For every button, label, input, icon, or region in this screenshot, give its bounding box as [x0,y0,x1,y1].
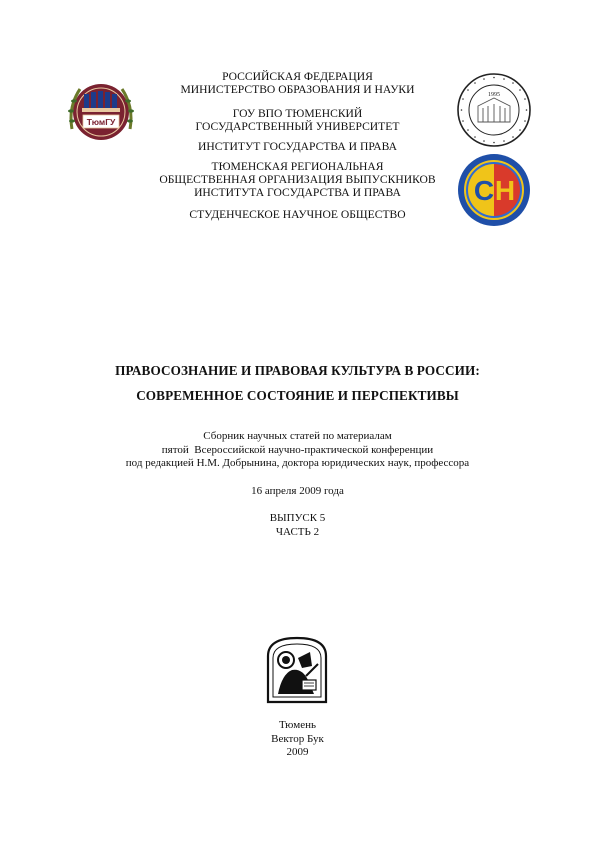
org-line: ИНСТИТУТА ГОСУДАРСТВА И ПРАВА [194,186,401,199]
imprint [0,719,595,760]
society-letter-s: С [473,175,495,206]
title-line-1: ПРАВОСОЗНАНИЕ И ПРАВОВАЯ КУЛЬТУРА В РОССИИ: [115,363,480,378]
org-line: РОССИЙСКАЯ ФЕДЕРАЦИЯ [222,70,373,83]
issue-part: ЧАСТЬ 2 [275,525,320,538]
issue-volume: ВЫПУСК 5 [269,512,326,524]
org-line: МИНИСТЕРСТВО ОБРАЗОВАНИЯ И НАУКИ [180,83,415,96]
publisher-emblem-icon [264,636,330,706]
org-block-university [0,107,595,133]
org-line: ГОСУДАРСТВЕННЫЙ УНИВЕРСИТЕТ [195,120,400,133]
collection-description [0,430,595,471]
org-block-institute [0,140,595,153]
issue-info [0,512,595,539]
org-block-federation [0,70,595,96]
date-text: 16 апреля 2009 года [251,485,344,497]
org-line: СТУДЕНЧЕСКОЕ НАУЧНОЕ ОБЩЕСТВО [189,208,406,221]
description-line: Сборник научных статей по материалам [203,430,392,442]
conference-date [0,485,595,499]
document-title [0,358,595,408]
institute-seal-year: 1995 [488,92,500,98]
org-block-society [0,208,595,221]
society-letter-n: Н [494,175,516,206]
description-line: под редакцией Н.М. Добрынина, доктора юридических наук, профессора [125,457,470,469]
imprint-year: 2009 [286,746,309,758]
org-block-graduates [0,160,595,199]
title-line-2: СОВРЕМЕННОЕ СОСТОЯНИЕ И ПЕРСПЕКТИВЫ [136,388,459,403]
imprint-publisher: Вектор Бук [271,732,324,745]
org-line: ГОУ ВПО ТЮМЕНСКИЙ [232,107,363,120]
org-line: ТЮМЕНСКАЯ РЕГИОНАЛЬНАЯ [211,160,384,173]
university-emblem-text: ТюмГУ [86,117,116,127]
org-line: ИНСТИТУТ ГОСУДАРСТВА И ПРАВА [197,140,398,153]
description-line: пятой Всероссийской научно-практической конференции [161,443,434,456]
imprint-city: Тюмень [279,719,316,731]
org-line: ОБЩЕСТВЕННАЯ ОРГАНИЗАЦИЯ ВЫПУСКНИКОВ [159,173,436,186]
